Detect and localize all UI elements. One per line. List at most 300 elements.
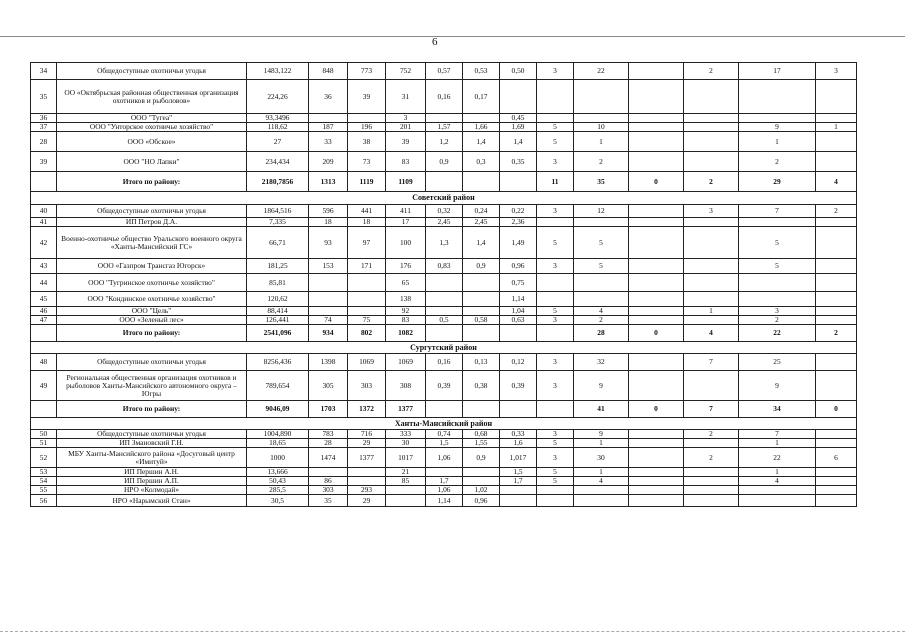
value-cell xyxy=(629,316,684,325)
organization-name-cell: Военно-охотничье общество Уральского военного округа «Ханты-Мансийский ГС» xyxy=(57,227,247,259)
value-cell xyxy=(684,439,739,448)
value-cell xyxy=(426,292,463,307)
value-cell: 1,4 xyxy=(463,132,500,152)
value-cell: 3 xyxy=(537,152,574,172)
value-cell xyxy=(684,152,739,172)
value-cell: 5 xyxy=(537,439,574,448)
value-cell: 196 xyxy=(348,123,386,132)
organization-name-cell: ООО "Тугеа" xyxy=(57,114,247,123)
value-cell xyxy=(684,316,739,325)
value-cell: 9046,09 xyxy=(247,401,309,418)
table-row xyxy=(31,477,857,486)
value-cell: 0 xyxy=(629,172,684,192)
organization-name-cell: НРО «Колмодай» xyxy=(57,486,247,495)
value-cell xyxy=(816,227,857,259)
row-number-cell: 39 xyxy=(31,152,57,172)
value-cell xyxy=(684,274,739,292)
table-row xyxy=(31,259,857,274)
value-cell: 1004,890 xyxy=(247,430,309,439)
value-cell: 201 xyxy=(386,123,426,132)
value-cell: 5 xyxy=(537,468,574,477)
value-cell: 3 xyxy=(684,205,739,218)
district-total-row xyxy=(31,325,857,342)
value-cell: 12 xyxy=(574,205,629,218)
value-cell: 1069 xyxy=(348,354,386,371)
value-cell xyxy=(629,63,684,80)
value-cell: 0,5 xyxy=(426,316,463,325)
value-cell: 303 xyxy=(348,371,386,401)
value-cell: 50,43 xyxy=(247,477,309,486)
value-cell: 9 xyxy=(574,430,629,439)
row-number-cell: 53 xyxy=(31,468,57,477)
value-cell xyxy=(574,495,629,507)
value-cell: 1,5 xyxy=(426,439,463,448)
table-row xyxy=(31,439,857,448)
organization-name-cell: ИП Першин А.Н. xyxy=(57,468,247,477)
district-section-row xyxy=(31,192,857,205)
value-cell: 126,441 xyxy=(247,316,309,325)
value-cell xyxy=(463,114,500,123)
value-cell: 0,22 xyxy=(500,205,537,218)
value-cell: 293 xyxy=(348,486,386,495)
row-number-cell: 48 xyxy=(31,354,57,371)
value-cell: 1,2 xyxy=(426,132,463,152)
row-number-cell: 47 xyxy=(31,316,57,325)
value-cell xyxy=(574,486,629,495)
value-cell: 0,17 xyxy=(463,80,500,114)
value-cell: 1,06 xyxy=(426,448,463,468)
value-cell xyxy=(426,307,463,316)
value-cell xyxy=(816,316,857,325)
value-cell xyxy=(739,292,816,307)
value-cell: 1 xyxy=(816,123,857,132)
row-number-cell: 44 xyxy=(31,274,57,292)
value-cell: 752 xyxy=(386,63,426,80)
value-cell: 2 xyxy=(816,205,857,218)
table-row xyxy=(31,468,857,477)
value-cell: 234,434 xyxy=(247,152,309,172)
value-cell xyxy=(426,274,463,292)
value-cell: 1,69 xyxy=(500,123,537,132)
value-cell xyxy=(309,274,348,292)
value-cell xyxy=(684,259,739,274)
value-cell: 5 xyxy=(574,227,629,259)
value-cell xyxy=(537,495,574,507)
value-cell xyxy=(574,292,629,307)
hunting-grounds-table xyxy=(30,62,857,507)
value-cell xyxy=(629,307,684,316)
value-cell: 3 xyxy=(537,448,574,468)
table-row xyxy=(31,274,857,292)
value-cell: 333 xyxy=(386,430,426,439)
row-number-cell: 41 xyxy=(31,218,57,227)
value-cell: 1,04 xyxy=(500,307,537,316)
district-title: Советский район xyxy=(31,192,857,205)
value-cell: 0,12 xyxy=(500,354,537,371)
table-row xyxy=(31,218,857,227)
value-cell: 0 xyxy=(629,325,684,342)
value-cell: 1119 xyxy=(348,172,386,192)
value-cell: 783 xyxy=(309,430,348,439)
value-cell: 1,14 xyxy=(426,495,463,507)
value-cell: 716 xyxy=(348,430,386,439)
value-cell: 1,06 xyxy=(426,486,463,495)
value-cell: 1,5 xyxy=(500,468,537,477)
value-cell: 3 xyxy=(386,114,426,123)
value-cell xyxy=(426,468,463,477)
value-cell: 27 xyxy=(247,132,309,152)
table-row xyxy=(31,63,857,80)
row-number-cell: 42 xyxy=(31,227,57,259)
value-cell: 2 xyxy=(739,152,816,172)
value-cell xyxy=(684,371,739,401)
value-cell xyxy=(537,114,574,123)
value-cell xyxy=(629,274,684,292)
organization-name-cell: ООО «Обское» xyxy=(57,132,247,152)
table-row xyxy=(31,354,857,371)
value-cell: 187 xyxy=(309,123,348,132)
value-cell xyxy=(348,114,386,123)
value-cell xyxy=(816,132,857,152)
organization-name-cell: ООО "Унторское охотничье хозяйство" xyxy=(57,123,247,132)
value-cell: 4 xyxy=(574,477,629,486)
value-cell xyxy=(629,227,684,259)
value-cell xyxy=(816,80,857,114)
value-cell: 7 xyxy=(684,354,739,371)
table-row xyxy=(31,292,857,307)
organization-name-cell: Общедоступные охотничьи угодья xyxy=(57,354,247,371)
value-cell: 5 xyxy=(537,307,574,316)
value-cell xyxy=(574,218,629,227)
organization-name-cell: Региональная общественная организация охотников и рыболовов Ханты-Мансийского автономного округа – Югры xyxy=(57,371,247,401)
value-cell: 0,45 xyxy=(500,114,537,123)
value-cell: 0,24 xyxy=(463,205,500,218)
value-cell: 7 xyxy=(739,430,816,439)
value-cell xyxy=(629,430,684,439)
value-cell: 2541,096 xyxy=(247,325,309,342)
organization-name-cell: ОО «Октябрьская районная общественная организация охотников и рыболовов» xyxy=(57,80,247,114)
table-row xyxy=(31,430,857,439)
value-cell: 0,83 xyxy=(426,259,463,274)
value-cell: 3 xyxy=(537,354,574,371)
value-cell: 39 xyxy=(386,132,426,152)
value-cell xyxy=(739,274,816,292)
value-cell xyxy=(629,371,684,401)
value-cell xyxy=(386,486,426,495)
value-cell: 97 xyxy=(348,227,386,259)
value-cell: 411 xyxy=(386,205,426,218)
value-cell xyxy=(463,307,500,316)
table-row xyxy=(31,205,857,218)
value-cell: 0,3 xyxy=(463,152,500,172)
row-number-cell: 55 xyxy=(31,486,57,495)
district-title: Сургутский район xyxy=(31,342,857,354)
organization-name-cell: ИП Змановский Г.Н. xyxy=(57,439,247,448)
value-cell: 28 xyxy=(309,439,348,448)
value-cell: 1,4 xyxy=(463,227,500,259)
value-cell: 0,35 xyxy=(500,152,537,172)
value-cell: 1372 xyxy=(348,401,386,418)
organization-name-cell: ООО "Тугринское охотничье хозяйство" xyxy=(57,274,247,292)
value-cell xyxy=(739,80,816,114)
value-cell: 18 xyxy=(348,218,386,227)
value-cell: 1082 xyxy=(386,325,426,342)
row-number-cell: 46 xyxy=(31,307,57,316)
value-cell: 848 xyxy=(309,63,348,80)
value-cell: 22 xyxy=(739,448,816,468)
value-cell xyxy=(684,132,739,152)
value-cell: 29 xyxy=(348,495,386,507)
organization-name-cell: Общедоступные охотничьи угодья xyxy=(57,430,247,439)
value-cell: 4 xyxy=(574,307,629,316)
value-cell: 0,33 xyxy=(500,430,537,439)
value-cell: 2 xyxy=(739,316,816,325)
value-cell: 17 xyxy=(386,218,426,227)
value-cell: 1 xyxy=(574,439,629,448)
value-cell: 93 xyxy=(309,227,348,259)
district-total-row xyxy=(31,172,857,192)
value-cell: 30,5 xyxy=(247,495,309,507)
value-cell: 773 xyxy=(348,63,386,80)
value-cell: 2,45 xyxy=(463,218,500,227)
value-cell xyxy=(684,218,739,227)
organization-name-cell: ООО «Газпром Трансгаз Югорск» xyxy=(57,259,247,274)
value-cell xyxy=(500,401,537,418)
value-cell: 1474 xyxy=(309,448,348,468)
value-cell: 9 xyxy=(574,371,629,401)
table-row xyxy=(31,495,857,507)
value-cell: 13,666 xyxy=(247,468,309,477)
value-cell: 1398 xyxy=(309,354,348,371)
value-cell xyxy=(348,292,386,307)
value-cell: 1 xyxy=(684,307,739,316)
value-cell xyxy=(739,218,816,227)
value-cell: 1017 xyxy=(386,448,426,468)
value-cell xyxy=(739,114,816,123)
value-cell: 83 xyxy=(386,152,426,172)
value-cell: 2,36 xyxy=(500,218,537,227)
value-cell xyxy=(537,292,574,307)
value-cell xyxy=(386,495,426,507)
organization-name-cell: Общедоступные охотничьи угодья xyxy=(57,63,247,80)
value-cell: 22 xyxy=(574,63,629,80)
value-cell xyxy=(739,486,816,495)
organization-name-cell: Итого по району: xyxy=(57,401,247,418)
value-cell: 6 xyxy=(816,448,857,468)
organization-name-cell: ИП Першин А.П. xyxy=(57,477,247,486)
value-cell: 789,654 xyxy=(247,371,309,401)
value-cell: 2 xyxy=(574,152,629,172)
value-cell xyxy=(309,114,348,123)
value-cell xyxy=(816,486,857,495)
value-cell: 7 xyxy=(684,401,739,418)
value-cell: 86 xyxy=(309,477,348,486)
value-cell xyxy=(629,114,684,123)
value-cell: 1377 xyxy=(386,401,426,418)
value-cell xyxy=(629,495,684,507)
value-cell xyxy=(348,274,386,292)
organization-name-cell: НРО «Нарымский Стан» xyxy=(57,495,247,507)
value-cell: 9 xyxy=(739,371,816,401)
value-cell xyxy=(309,292,348,307)
value-cell xyxy=(463,477,500,486)
value-cell xyxy=(684,468,739,477)
value-cell: 66,71 xyxy=(247,227,309,259)
table-row xyxy=(31,132,857,152)
value-cell: 308 xyxy=(386,371,426,401)
value-cell: 2,45 xyxy=(426,218,463,227)
value-cell: 1864,516 xyxy=(247,205,309,218)
value-cell xyxy=(426,172,463,192)
value-cell xyxy=(537,80,574,114)
value-cell: 0,38 xyxy=(463,371,500,401)
district-section-row xyxy=(31,418,857,430)
organization-name-cell: МБУ Ханты-Мансийского района «Досуговый центр «Имитуй» xyxy=(57,448,247,468)
table-row xyxy=(31,307,857,316)
value-cell xyxy=(500,325,537,342)
value-cell: 7 xyxy=(739,205,816,218)
table-row xyxy=(31,114,857,123)
value-cell: 1,7 xyxy=(426,477,463,486)
value-cell xyxy=(816,307,857,316)
value-cell xyxy=(500,80,537,114)
value-cell: 25 xyxy=(739,354,816,371)
value-cell xyxy=(629,354,684,371)
value-cell: 92 xyxy=(386,307,426,316)
value-cell: 1 xyxy=(574,468,629,477)
value-cell: 1,55 xyxy=(463,439,500,448)
district-total-row xyxy=(31,401,857,418)
value-cell: 3 xyxy=(537,63,574,80)
value-cell: 2180,7856 xyxy=(247,172,309,192)
value-cell: 0,68 xyxy=(463,430,500,439)
value-cell: 0,32 xyxy=(426,205,463,218)
value-cell: 934 xyxy=(309,325,348,342)
value-cell: 5 xyxy=(537,227,574,259)
value-cell xyxy=(816,274,857,292)
table-row xyxy=(31,80,857,114)
value-cell: 75 xyxy=(348,316,386,325)
value-cell: 3 xyxy=(816,63,857,80)
value-cell xyxy=(500,495,537,507)
value-cell: 1,3 xyxy=(426,227,463,259)
value-cell: 93,3496 xyxy=(247,114,309,123)
value-cell: 0,9 xyxy=(426,152,463,172)
value-cell xyxy=(309,307,348,316)
value-cell: 1,7 xyxy=(500,477,537,486)
value-cell xyxy=(684,80,739,114)
organization-name-cell: ООО "НО Лапки" xyxy=(57,152,247,172)
row-number-cell: 28 xyxy=(31,132,57,152)
value-cell: 0,16 xyxy=(426,80,463,114)
value-cell: 21 xyxy=(386,468,426,477)
value-cell: 35 xyxy=(309,495,348,507)
row-number-cell: 40 xyxy=(31,205,57,218)
value-cell: 1483,122 xyxy=(247,63,309,80)
value-cell xyxy=(629,468,684,477)
value-cell xyxy=(629,80,684,114)
value-cell xyxy=(629,448,684,468)
value-cell: 1,6 xyxy=(500,439,537,448)
value-cell xyxy=(684,114,739,123)
value-cell xyxy=(629,218,684,227)
value-cell: 5 xyxy=(739,259,816,274)
value-cell: 1000 xyxy=(247,448,309,468)
value-cell: 33 xyxy=(309,132,348,152)
value-cell xyxy=(816,430,857,439)
row-number-cell: 52 xyxy=(31,448,57,468)
value-cell: 2 xyxy=(684,448,739,468)
value-cell: 39 xyxy=(348,80,386,114)
value-cell: 3 xyxy=(537,259,574,274)
value-cell xyxy=(463,274,500,292)
value-cell: 0,9 xyxy=(463,259,500,274)
value-cell: 0,58 xyxy=(463,316,500,325)
scan-top-line xyxy=(0,36,905,37)
row-number-cell: 54 xyxy=(31,477,57,486)
value-cell xyxy=(816,218,857,227)
value-cell xyxy=(463,325,500,342)
value-cell: 0,13 xyxy=(463,354,500,371)
row-number-cell: 35 xyxy=(31,80,57,114)
value-cell xyxy=(684,227,739,259)
scan-bottom-line xyxy=(0,631,905,632)
value-cell: 18,65 xyxy=(247,439,309,448)
value-cell xyxy=(574,114,629,123)
value-cell xyxy=(463,172,500,192)
value-cell xyxy=(816,354,857,371)
value-cell: 1377 xyxy=(348,448,386,468)
value-cell xyxy=(816,259,857,274)
value-cell xyxy=(739,495,816,507)
value-cell: 1313 xyxy=(309,172,348,192)
value-cell: 1 xyxy=(574,132,629,152)
value-cell: 4 xyxy=(816,172,857,192)
value-cell: 3 xyxy=(537,205,574,218)
value-cell: 0,9 xyxy=(463,448,500,468)
value-cell: 22 xyxy=(739,325,816,342)
value-cell: 0 xyxy=(629,401,684,418)
value-cell: 1069 xyxy=(386,354,426,371)
value-cell: 5 xyxy=(537,123,574,132)
value-cell xyxy=(426,325,463,342)
value-cell: 285,5 xyxy=(247,486,309,495)
value-cell: 36 xyxy=(309,80,348,114)
row-number-cell: 36 xyxy=(31,114,57,123)
value-cell: 1,4 xyxy=(500,132,537,152)
value-cell xyxy=(816,495,857,507)
value-cell: 1,017 xyxy=(500,448,537,468)
value-cell xyxy=(629,152,684,172)
value-cell: 32 xyxy=(574,354,629,371)
value-cell: 29 xyxy=(348,439,386,448)
value-cell xyxy=(537,218,574,227)
value-cell: 2 xyxy=(574,316,629,325)
organization-name-cell: ИП Петров Д.А. xyxy=(57,218,247,227)
value-cell: 11 xyxy=(537,172,574,192)
value-cell: 181,25 xyxy=(247,259,309,274)
value-cell xyxy=(537,486,574,495)
organization-name-cell: ООО "Цель" xyxy=(57,307,247,316)
value-cell: 171 xyxy=(348,259,386,274)
value-cell: 85 xyxy=(386,477,426,486)
value-cell xyxy=(537,274,574,292)
district-section-row xyxy=(31,342,857,354)
value-cell: 1 xyxy=(739,439,816,448)
value-cell: 0,50 xyxy=(500,63,537,80)
table-row xyxy=(31,371,857,401)
value-cell: 85,81 xyxy=(247,274,309,292)
